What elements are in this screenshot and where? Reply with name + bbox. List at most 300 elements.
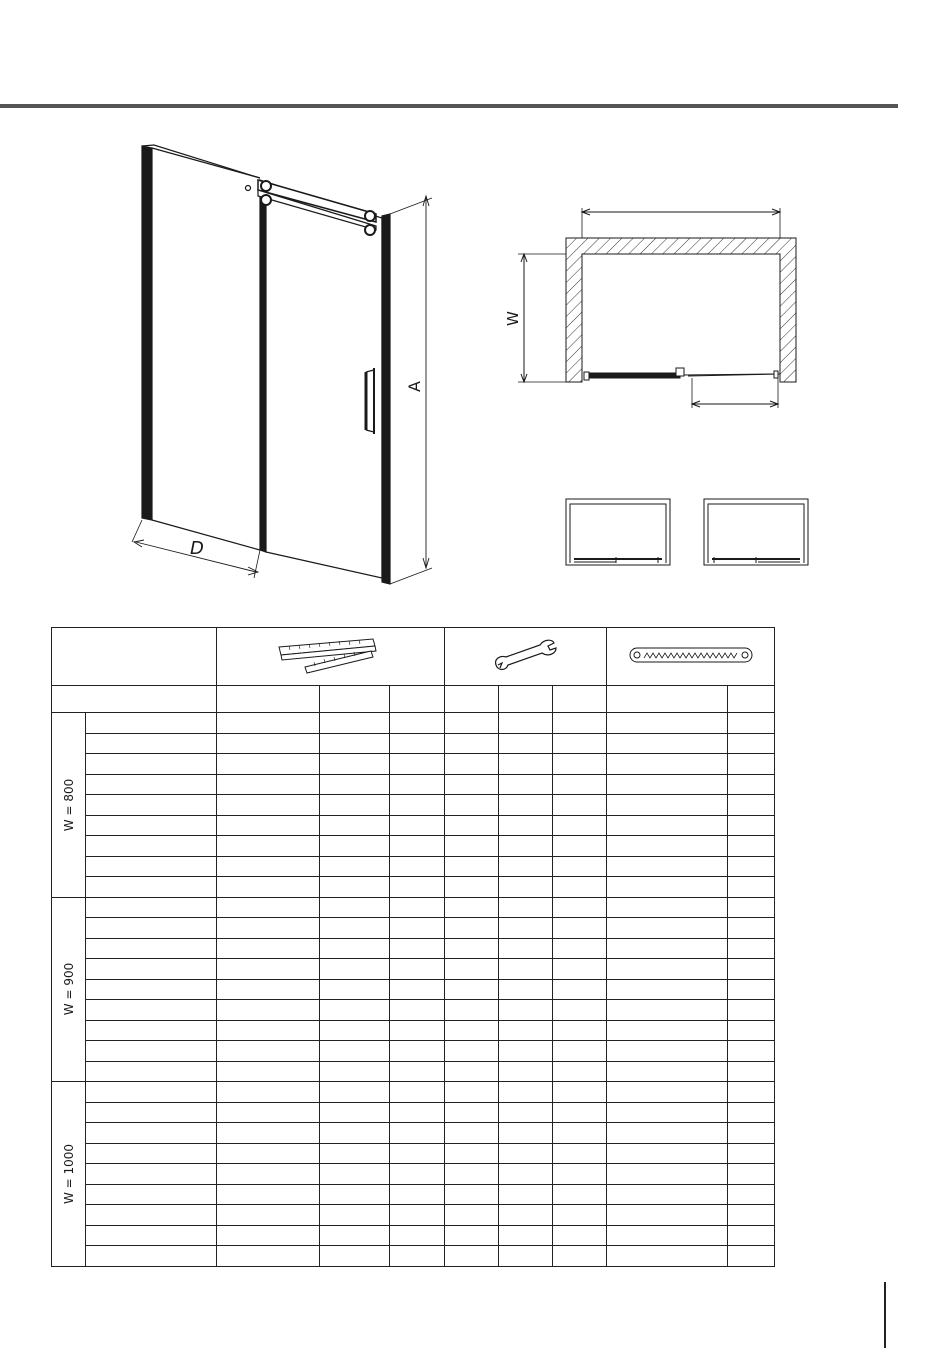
table-row (52, 918, 775, 939)
table-cell (444, 754, 498, 775)
plan-fixed-panel (584, 373, 680, 378)
table-cell (607, 795, 727, 816)
group-cell (52, 1082, 86, 1267)
table-cell (553, 918, 607, 939)
table-row (52, 1082, 775, 1103)
table-cell (216, 979, 319, 1000)
table-cell (444, 1123, 498, 1144)
table-cell (607, 774, 727, 795)
table-cell (498, 1225, 552, 1246)
header-ruler-cell (216, 628, 444, 686)
table-cell (444, 1000, 498, 1021)
table-cell (498, 733, 552, 754)
table-cell (390, 713, 444, 734)
table-cell (444, 1041, 498, 1062)
table-cell (390, 938, 444, 959)
table-cell (727, 1164, 774, 1185)
table-cell (727, 1246, 774, 1267)
table-cell (86, 733, 217, 754)
table-cell (390, 959, 444, 980)
table-cell (390, 686, 444, 713)
folding-ruler-icon (275, 633, 385, 677)
table-cell (607, 918, 727, 939)
table-row (52, 877, 775, 898)
table-cell (216, 1020, 319, 1041)
table-row (52, 1123, 775, 1144)
group-label: W = 1000 (61, 1143, 76, 1204)
table-cell (86, 938, 217, 959)
table-cell (553, 1020, 607, 1041)
table-cell (444, 713, 498, 734)
table-cell (86, 1020, 217, 1041)
table-cell (553, 1205, 607, 1226)
table-row (52, 1246, 775, 1267)
table-cell (498, 918, 552, 939)
table-cell (320, 1143, 390, 1164)
table-cell (216, 1061, 319, 1082)
table-cell (320, 1061, 390, 1082)
roller-1 (261, 181, 271, 191)
table-cell (390, 1041, 444, 1062)
table-cell (216, 733, 319, 754)
table-cell (607, 836, 727, 857)
table-cell (553, 713, 607, 734)
table-cell (553, 856, 607, 877)
table-row (52, 795, 775, 816)
installation-variants (560, 495, 810, 570)
table-cell (320, 1020, 390, 1041)
table-cell (553, 1246, 607, 1267)
table-cell (86, 1041, 217, 1062)
table-row (52, 1184, 775, 1205)
wrench-icon (490, 635, 560, 675)
table-body (52, 713, 775, 1267)
fixed-panel-glass (152, 148, 260, 550)
table-cell (320, 959, 390, 980)
table-cell (553, 1123, 607, 1144)
table-cell (216, 1143, 319, 1164)
table-cell (498, 1020, 552, 1041)
table-row (52, 856, 775, 877)
table-row (52, 733, 775, 754)
table-cell (320, 856, 390, 877)
table-cell (444, 795, 498, 816)
table-cell (498, 713, 552, 734)
table-cell (444, 1225, 498, 1246)
group-cell (52, 897, 86, 1082)
table-cell (727, 733, 774, 754)
table-row (52, 836, 775, 857)
table-cell (86, 979, 217, 1000)
table-cell (444, 877, 498, 898)
table-cell (444, 897, 498, 918)
table-cell (553, 733, 607, 754)
table-cell (86, 959, 217, 980)
variant-right (704, 499, 808, 565)
table-cell (444, 1082, 498, 1103)
table-cell (390, 1020, 444, 1041)
table-cell (553, 1164, 607, 1185)
table-cell (86, 1102, 217, 1123)
table-cell (320, 733, 390, 754)
table-cell (553, 795, 607, 816)
table-cell (498, 979, 552, 1000)
table-cell (727, 686, 774, 713)
table-cell (498, 795, 552, 816)
table-cell (607, 959, 727, 980)
plan-view-drawing (490, 200, 810, 415)
table-cell (216, 1102, 319, 1123)
table-cell (607, 754, 727, 775)
table-cell (727, 774, 774, 795)
table-cell (390, 1061, 444, 1082)
table-cell (727, 918, 774, 939)
table-cell (390, 1000, 444, 1021)
table-cell (498, 815, 552, 836)
table-cell (320, 1102, 390, 1123)
table-cell (498, 1061, 552, 1082)
table-cell (320, 979, 390, 1000)
table-cell (444, 774, 498, 795)
table-cell (727, 938, 774, 959)
table-cell (727, 979, 774, 1000)
table-cell (86, 1000, 217, 1021)
table-cell (607, 1082, 727, 1103)
table-cell (390, 1164, 444, 1185)
table-cell (727, 897, 774, 918)
table-cell (444, 1205, 498, 1226)
table-cell (216, 1184, 319, 1205)
table-cell (444, 1102, 498, 1123)
table-cell (727, 1000, 774, 1021)
table-cell (216, 754, 319, 775)
table-row (52, 1143, 775, 1164)
table-cell (320, 1184, 390, 1205)
table-cell (498, 774, 552, 795)
table-cell (498, 1184, 552, 1205)
table-cell (607, 1184, 727, 1205)
table-cell (390, 918, 444, 939)
table-cell (320, 754, 390, 775)
table-cell (498, 1164, 552, 1185)
table-cell (86, 754, 217, 775)
table-cell (553, 1041, 607, 1062)
table-cell (727, 1082, 774, 1103)
table-cell (86, 1225, 217, 1246)
table-cell (216, 713, 319, 734)
table-cell (607, 897, 727, 918)
table-cell (727, 1020, 774, 1041)
table-cell (553, 959, 607, 980)
table-cell (86, 1184, 217, 1205)
table-cell (86, 774, 217, 795)
table-cell (320, 1000, 390, 1021)
table-cell (607, 1061, 727, 1082)
table-cell (607, 856, 727, 877)
table-cell (727, 1123, 774, 1144)
table-cell (320, 1123, 390, 1144)
variant-left (566, 499, 670, 565)
table-cell (553, 1102, 607, 1123)
table-cell (727, 1061, 774, 1082)
table-cell (320, 1164, 390, 1185)
table-cell (216, 1205, 319, 1226)
table-cell (390, 1143, 444, 1164)
table-cell (727, 754, 774, 775)
table-cell (216, 856, 319, 877)
table-cell (86, 713, 217, 734)
table-cell (320, 877, 390, 898)
table-cell (320, 795, 390, 816)
table-cell (320, 774, 390, 795)
table-cell (390, 1205, 444, 1226)
table-row (52, 897, 775, 918)
table-cell (553, 897, 607, 918)
table-header-row (52, 628, 775, 686)
table-cell (390, 1225, 444, 1246)
table-cell (320, 1225, 390, 1246)
table-cell (444, 1164, 498, 1185)
w-label: W (504, 311, 522, 326)
height-label: A (405, 381, 424, 392)
table-cell (498, 877, 552, 898)
sliding-panel-edge (260, 180, 266, 552)
table-cell (320, 686, 390, 713)
table-cell (52, 686, 217, 713)
table-cell (216, 959, 319, 980)
table-cell (444, 1020, 498, 1041)
table-cell (216, 1164, 319, 1185)
table-cell (390, 795, 444, 816)
table-cell (216, 1225, 319, 1246)
table-cell (498, 1102, 552, 1123)
saw-icon (626, 642, 756, 668)
table-cell (498, 1000, 552, 1021)
table-cell (86, 1123, 217, 1144)
table-row (52, 959, 775, 980)
table-cell (553, 1184, 607, 1205)
table-cell (727, 1225, 774, 1246)
table-cell (216, 1082, 319, 1103)
table-cell (216, 1000, 319, 1021)
table-cell (727, 836, 774, 857)
table-cell (390, 1184, 444, 1205)
table-cell (390, 979, 444, 1000)
table-cell (498, 856, 552, 877)
table-cell (216, 918, 319, 939)
table-cell (444, 1246, 498, 1267)
table-cell (727, 795, 774, 816)
table-cell (498, 754, 552, 775)
table-cell (553, 1143, 607, 1164)
table-cell (320, 815, 390, 836)
table-cell (607, 877, 727, 898)
table-row (52, 1000, 775, 1021)
table-cell (444, 686, 498, 713)
table-cell (727, 713, 774, 734)
table-row (52, 938, 775, 959)
table-cell (320, 836, 390, 857)
table-cell (553, 979, 607, 1000)
table-row (52, 1020, 775, 1041)
table-cell (498, 1123, 552, 1144)
table-cell (320, 918, 390, 939)
table-cell (727, 1184, 774, 1205)
header-blank-cell (52, 628, 217, 686)
table-cell (498, 1205, 552, 1226)
table-cell (607, 938, 727, 959)
table-cell (553, 774, 607, 795)
table-cell (390, 856, 444, 877)
table-cell (216, 938, 319, 959)
table-cell (607, 1225, 727, 1246)
table-cell (86, 795, 217, 816)
table-cell (553, 754, 607, 775)
table-cell (444, 856, 498, 877)
table-cell (86, 856, 217, 877)
table-cell (86, 1205, 217, 1226)
table-cell (390, 1102, 444, 1123)
table-cell (216, 1123, 319, 1144)
table-cell (498, 1246, 552, 1267)
table-row (52, 774, 775, 795)
table-cell (390, 836, 444, 857)
table-cell (498, 1041, 552, 1062)
table-cell (607, 815, 727, 836)
table-cell (607, 1102, 727, 1123)
table-cell (607, 1020, 727, 1041)
table-cell (444, 1143, 498, 1164)
header-rule (0, 104, 898, 108)
table-cell (727, 856, 774, 877)
footer-rule (884, 1282, 886, 1348)
table-cell (390, 897, 444, 918)
table-cell (86, 836, 217, 857)
table-cell (320, 938, 390, 959)
table-row (52, 754, 775, 775)
table-cell (390, 1123, 444, 1144)
sliding-panel-profile (382, 214, 390, 584)
table-cell (444, 1184, 498, 1205)
table-cell (607, 1205, 727, 1226)
table-cell (607, 1143, 727, 1164)
table-cell (607, 733, 727, 754)
group-label: W = 800 (61, 778, 76, 831)
table-cell (444, 733, 498, 754)
table-cell (727, 1041, 774, 1062)
table-cell (553, 1061, 607, 1082)
table-cell (444, 979, 498, 1000)
table-cell (86, 1082, 217, 1103)
table-cell (553, 686, 607, 713)
table-cell (390, 1246, 444, 1267)
table-cell (390, 774, 444, 795)
table-cell (727, 815, 774, 836)
table-cell (607, 686, 727, 713)
table-cell (498, 897, 552, 918)
table-cell (320, 1041, 390, 1062)
table-cell (216, 877, 319, 898)
table-row (52, 1225, 775, 1246)
table-cell (607, 979, 727, 1000)
table-cell (727, 1205, 774, 1226)
table-cell (320, 1246, 390, 1267)
table-cell (216, 1246, 319, 1267)
roller-2 (365, 211, 375, 221)
table-cell (727, 877, 774, 898)
table-cell (498, 959, 552, 980)
table-cell (216, 795, 319, 816)
dimension-table (51, 627, 775, 1267)
table-cell (216, 815, 319, 836)
table-subheader-row (52, 686, 775, 713)
group-label: W = 900 (61, 963, 76, 1016)
header-wrench-cell (444, 628, 607, 686)
table-cell (607, 1123, 727, 1144)
table-row (52, 1102, 775, 1123)
group-cell (52, 713, 86, 898)
table-cell (607, 1041, 727, 1062)
table-row (52, 1041, 775, 1062)
table-cell (553, 1000, 607, 1021)
table-cell (607, 1164, 727, 1185)
table-cell (498, 938, 552, 959)
table-cell (216, 1041, 319, 1062)
table-cell (390, 877, 444, 898)
table-cell (86, 918, 217, 939)
table-cell (390, 815, 444, 836)
table-cell (86, 1164, 217, 1185)
table-cell (727, 959, 774, 980)
table-row (52, 979, 775, 1000)
table-cell (553, 815, 607, 836)
table-cell (607, 1246, 727, 1267)
table-cell (86, 815, 217, 836)
table-cell (498, 686, 552, 713)
table-cell (86, 1246, 217, 1267)
table-cell (320, 1082, 390, 1103)
table-cell (553, 1225, 607, 1246)
wall-hatch (566, 238, 796, 382)
table-cell (320, 713, 390, 734)
table-cell (444, 938, 498, 959)
fixed-panel-profile (142, 146, 152, 520)
table-cell (216, 774, 319, 795)
table-cell (498, 836, 552, 857)
table-cell (216, 836, 319, 857)
table-cell (86, 877, 217, 898)
header-saw-cell (607, 628, 775, 686)
table-cell (216, 897, 319, 918)
table-cell (390, 1082, 444, 1103)
table-cell (444, 959, 498, 980)
table-cell (727, 1102, 774, 1123)
table-cell (553, 938, 607, 959)
table-cell (86, 1061, 217, 1082)
table-row (52, 1061, 775, 1082)
table-cell (553, 836, 607, 857)
table-cell (86, 897, 217, 918)
table-cell (553, 1082, 607, 1103)
table-row (52, 815, 775, 836)
table-cell (444, 815, 498, 836)
table-row (52, 1205, 775, 1226)
table-cell (444, 918, 498, 939)
table-cell (86, 1143, 217, 1164)
table-cell (553, 877, 607, 898)
table-cell (444, 836, 498, 857)
table-cell (320, 1205, 390, 1226)
